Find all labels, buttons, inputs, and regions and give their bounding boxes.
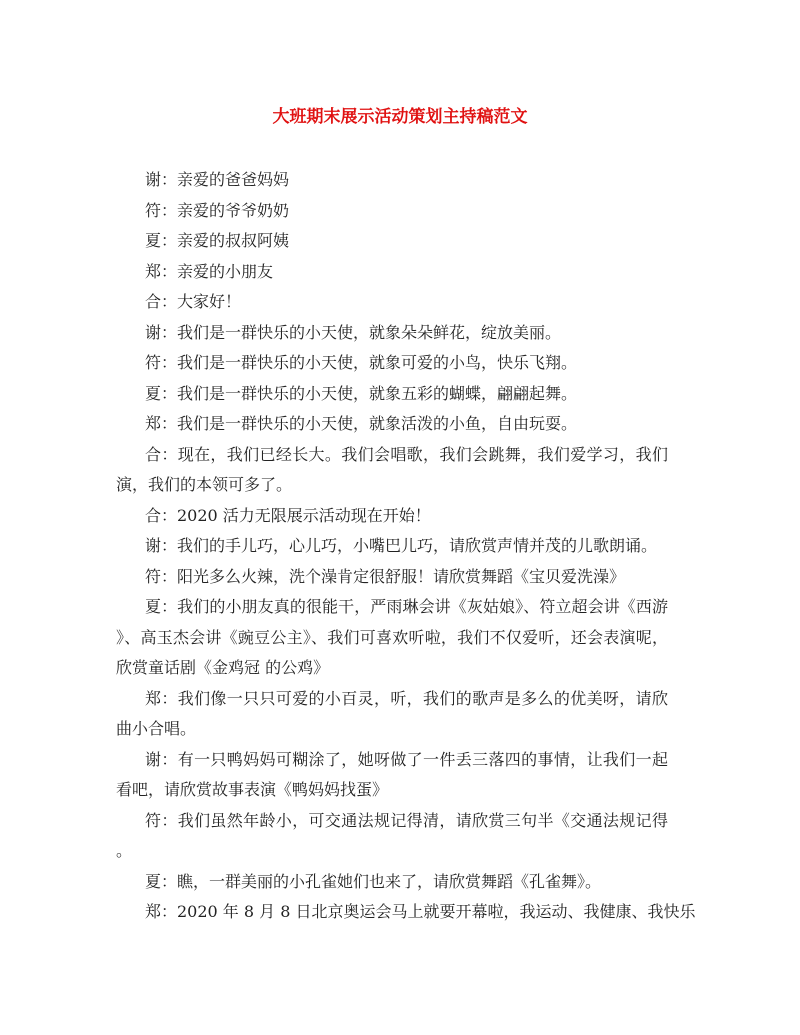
text-line: 合：大家好！	[145, 292, 242, 311]
text-line: 谢：我们的手儿巧，心儿巧，小嘴巴儿巧，请欣赏声情并茂的儿歌朗诵。	[145, 536, 658, 555]
text-line: 夏：我们的小朋友真的很能干，严雨琳会讲《灰姑娘》、符立超会讲《西游	[145, 597, 668, 616]
text-line: 。	[116, 841, 133, 860]
text-line: 郑：我们是一群快乐的小天使，就象活泼的小鱼，自由玩耍。	[145, 414, 578, 433]
text-line: 看吧，请欣赏故事表演《鸭妈妈找蛋》	[116, 780, 389, 799]
text-line: 符：阳光多么火辣，洗个澡肯定很舒服！请欣赏舞蹈《宝贝爱洗澡》	[145, 566, 626, 586]
document-body	[116, 165, 696, 928]
text-line: 郑：2020 年 8 月 8 日北京奥运会马上就要开幕啦，我运动、我健康、我快乐	[145, 902, 696, 921]
text-line: 郑：我们像一只只可爱的小百灵，听，我们的歌声是多么的优美呀，请欣	[145, 688, 668, 708]
text-line: 符：我们虽然年龄小，可交通法规记得清，请欣赏三句半《交通法规记得	[145, 810, 668, 830]
text-line: 夏：瞧，一群美丽的小孔雀她们也来了，请欣赏舞蹈《孔雀舞》。	[145, 871, 602, 891]
text-line: 夏：亲爱的叔叔阿姨	[145, 231, 290, 250]
text-line: 曲小合唱。	[116, 719, 197, 738]
text-line: 郑：亲爱的小朋友	[145, 261, 274, 281]
text-line: 》、高玉杰会讲《豌豆公主》、我们可喜欢听啦，我们不仅爱听，还会表演呢，	[116, 627, 668, 647]
text-line: 谢：有一只鸭妈妈可糊涂了，她呀做了一件丢三落四的事情，让我们一起	[145, 749, 668, 769]
text-line: 合：现在，我们已经长大。我们会唱歌，我们会跳舞，我们爱学习，我们	[145, 444, 668, 464]
text-line: 欣赏童话剧《金鸡冠 的公鸡》	[116, 658, 330, 677]
text-line: 演，我们的本领可多了。	[116, 475, 293, 494]
text-line: 谢：亲爱的爸爸妈妈	[145, 170, 290, 189]
document-title: 大班期末展示活动策划主持稿范文	[272, 107, 528, 127]
text-line: 谢：我们是一群快乐的小天使，就象朵朵鲜花，绽放美丽。	[145, 322, 562, 342]
text-line: 合：2020 活力无限展示活动现在开始！	[145, 505, 431, 525]
text-line: 夏：我们是一群快乐的小天使，就象五彩的蝴蝶，翩翩起舞。	[145, 383, 578, 403]
text-line: 符：我们是一群快乐的小天使，就象可爱的小鸟，快乐飞翔。	[145, 353, 578, 372]
text-line: 符：亲爱的爷爷奶奶	[145, 200, 290, 220]
